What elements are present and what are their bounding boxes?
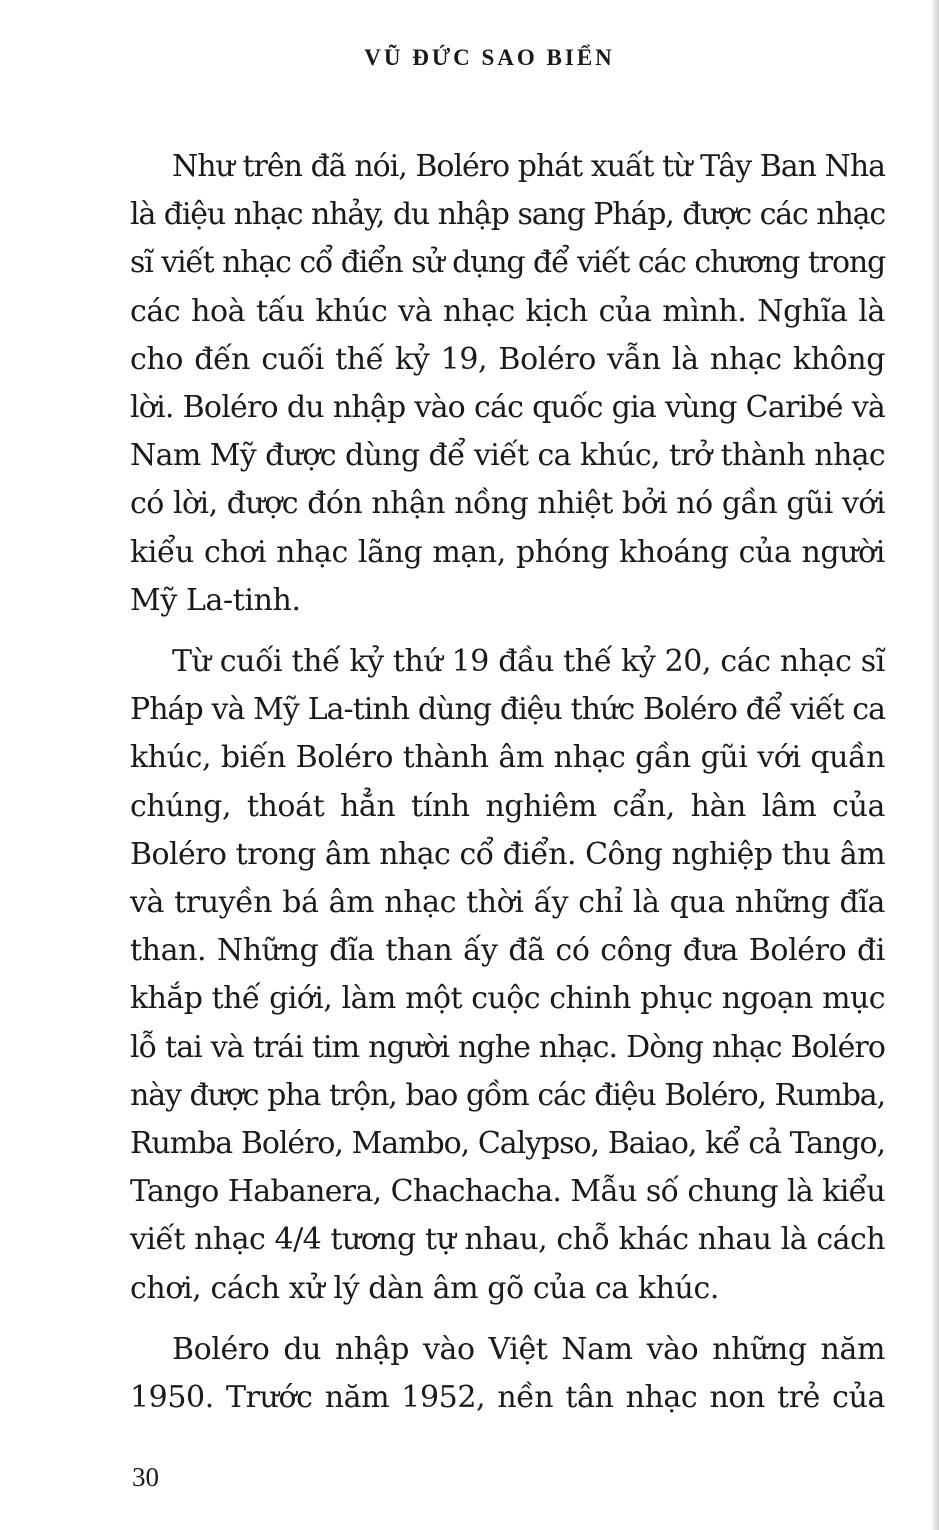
text-line: Nam Mỹ được dùng để viết ca khúc, trở thành nhạc [130, 438, 885, 474]
text-line: Boléro du nhập vào Việt Nam vào những năm [172, 1331, 885, 1367]
text-line: này được pha trộn, bao gồm các điệu Boléro, Rumba, [130, 1077, 885, 1113]
text-line: khắp thế giới, làm một cuộc chinh phục ngoạn mục [130, 981, 885, 1017]
text-line: có lời, được đón nhận nồng nhiệt bởi nó gần gũi với [130, 486, 885, 522]
text-line: chơi, cách xử lý dàn âm gõ của ca khúc. [130, 1270, 719, 1306]
text-line: sĩ viết nhạc cổ điển sử dụng để viết các chương trong [130, 245, 885, 281]
text-line: và truyền bá âm nhạc thời ấy chỉ là qua những đĩa [130, 885, 885, 921]
page-number: 30 [132, 1462, 159, 1492]
text-line: 1950. Trước năm 1952, nền tân nhạc non trẻ của [130, 1380, 885, 1416]
text-line: chúng, thoát hẳn tính nghiêm cẩn, hàn lâm của [130, 788, 885, 824]
text-line: viết nhạc 4/4 tương tự nhau, chỗ khác nhau là cách [130, 1222, 885, 1258]
running-header: VŨ ĐỨC SAO BIỂN [364, 45, 615, 70]
body-text [130, 143, 885, 1435]
paragraph-2 [130, 638, 885, 1313]
text-line: than. Những đĩa than ấy đã có công đưa Boléro đi [130, 933, 885, 969]
text-line: Mỹ La-tinh. [130, 582, 301, 618]
text-line: kiểu chơi nhạc lãng mạn, phóng khoáng của người [130, 534, 885, 570]
text-line: cho đến cuối thế kỷ 19, Boléro vẫn là nhạc không [130, 341, 885, 377]
text-line: khúc, biến Boléro thành âm nhạc gần gũi với quần [130, 740, 885, 776]
text-line: Boléro trong âm nhạc cổ điển. Công nghiệp thu âm [130, 836, 885, 872]
text-line: Rumba Boléro, Mambo, Calypso, Baiao, kể cả Tango, [130, 1126, 885, 1162]
text-line: Từ cuối thế kỷ thứ 19 đầu thế kỷ 20, các nhạc sĩ [172, 644, 885, 680]
paragraph-3 [130, 1326, 885, 1422]
text-line: Như trên đã nói, Boléro phát xuất từ Tây Ban Nha [172, 149, 885, 184]
paragraph-1 [130, 143, 885, 625]
text-line: là điệu nhạc nhảy, du nhập sang Pháp, được các nhạc [130, 197, 885, 233]
text-line: các hoà tấu khúc và nhạc kịch của mình. Nghĩa là [130, 293, 885, 329]
text-line: Tango Habanera, Chachacha. Mẫu số chung là kiểu [130, 1174, 885, 1210]
text-line: lời. Boléro du nhập vào các quốc gia vùng Caribé và [130, 390, 885, 426]
page-edge-shadow [931, 0, 939, 1530]
text-line: lỗ tai và trái tim người nghe nhạc. Dòng nhạc Boléro [130, 1029, 885, 1065]
text-line: Pháp và Mỹ La-tinh dùng điệu thức Boléro để viết ca [130, 692, 885, 728]
